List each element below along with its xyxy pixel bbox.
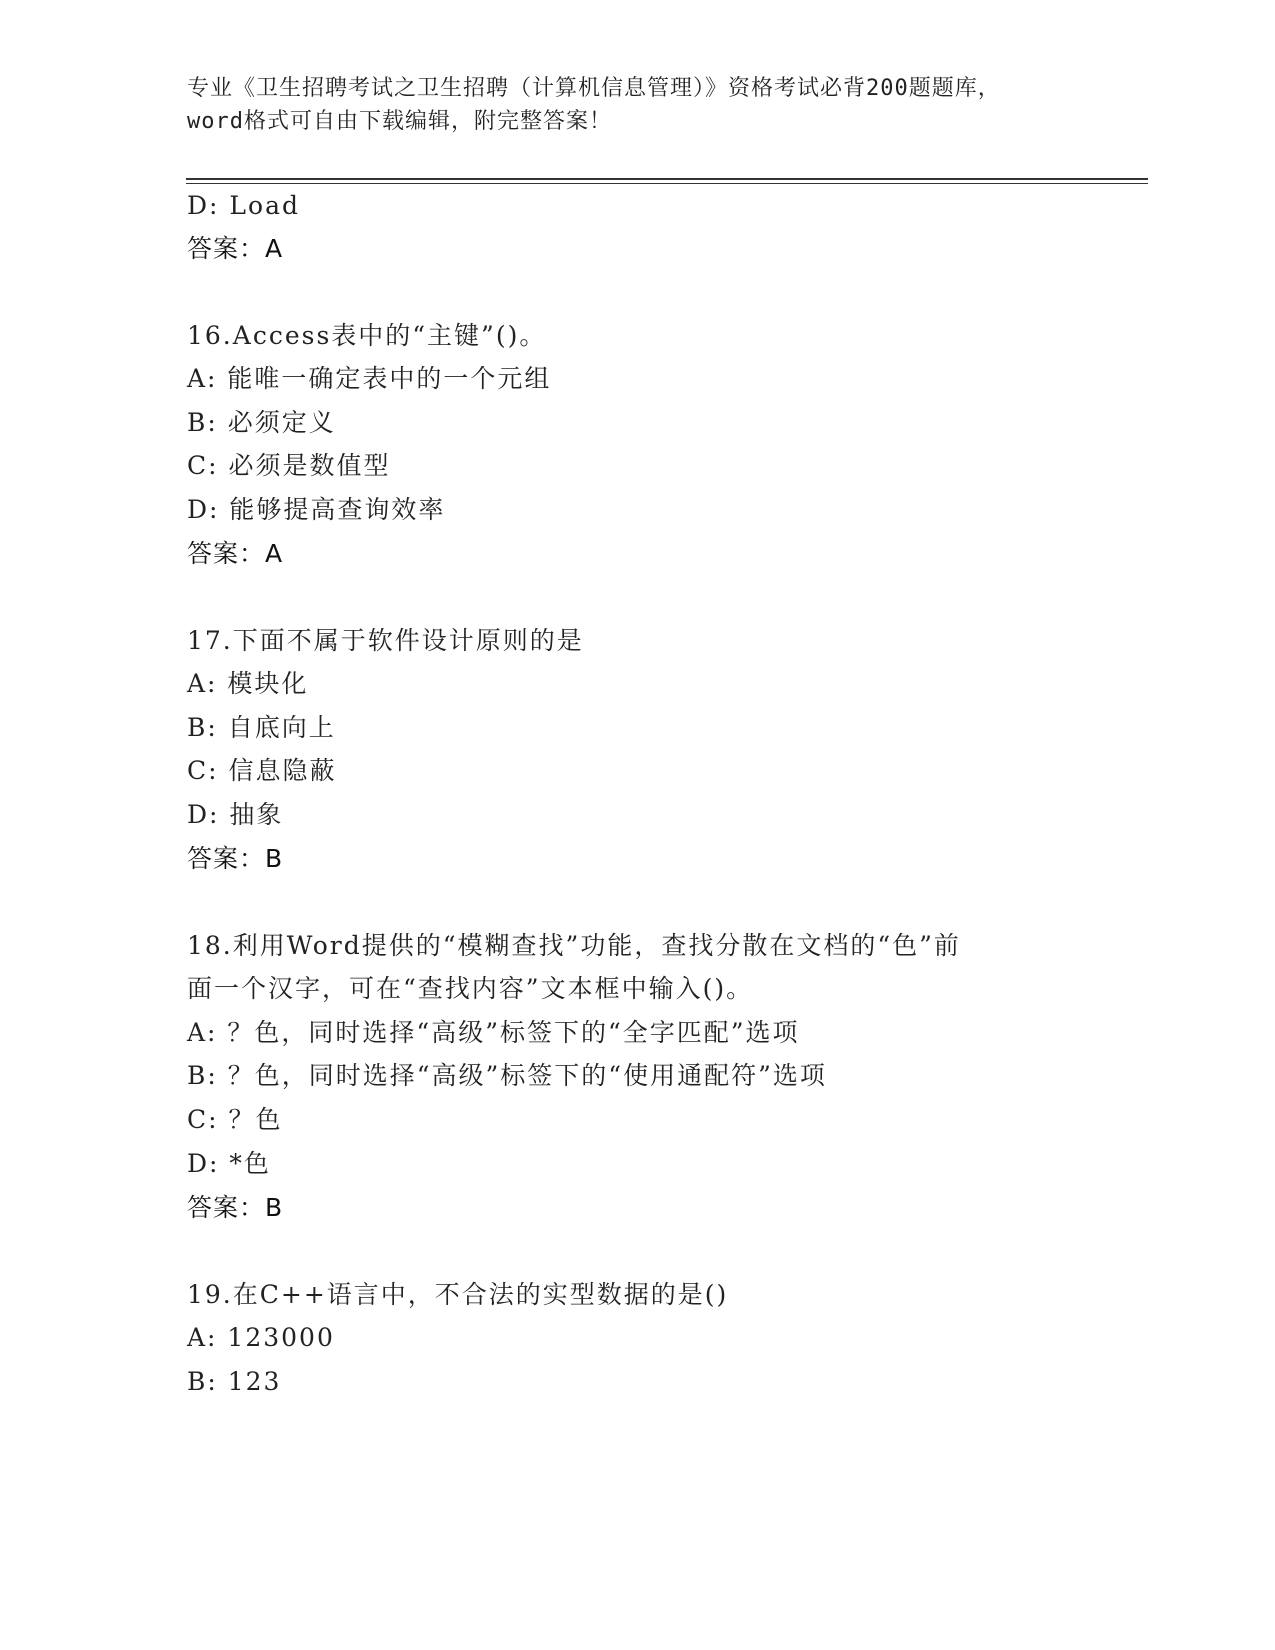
q16-option-a: A: 能唯一确定表中的一个元组 <box>187 364 552 393</box>
q16-option-d: D: 能够提高查询效率 <box>187 495 446 524</box>
q16-option-c: C: 必须是数值型 <box>187 451 391 480</box>
q16-question: 16.Access表中的“主键”()。 <box>187 321 547 350</box>
prev-option-d: D: Load <box>187 191 300 220</box>
header-title-line-2: word格式可自由下载编辑，附完整答案！ <box>187 109 612 134</box>
document-header <box>187 72 1087 138</box>
q18-option-a: A: ？色，同时选择“高级”标签下的“全字匹配”选项 <box>187 1018 800 1047</box>
header-divider-thin <box>186 183 1148 184</box>
q17-option-c: C: 信息隐蔽 <box>187 756 337 785</box>
q18-option-b: B: ？色，同时选择“高级”标签下的“使用通配符”选项 <box>187 1061 827 1090</box>
q17-question: 17.下面不属于软件设计原则的是 <box>187 626 584 655</box>
q16-option-b: B: 必须定义 <box>187 408 336 437</box>
q17-answer: 答案：B <box>187 844 284 873</box>
q17-option-d: D: 抽象 <box>187 800 284 829</box>
q18-option-d: D: *色 <box>187 1149 271 1178</box>
q18-question-line-2: 面一个汉字，可在“查找内容”文本框中输入()。 <box>187 974 754 1003</box>
q18-question-line-1: 18.利用Word提供的“模糊查找”功能，查找分散在文档的“色”前 <box>187 931 961 960</box>
q17-option-a: A: 模块化 <box>187 669 309 698</box>
header-divider-thick <box>186 178 1148 180</box>
q16-answer: 答案：A <box>187 539 284 568</box>
header-title-line-1: 专业《卫生招聘考试之卫生招聘（计算机信息管理）》资格考试必背200题题库， <box>187 76 1001 101</box>
q18-option-c: C: ？色 <box>187 1105 283 1134</box>
q17-option-b: B: 自底向上 <box>187 713 336 742</box>
q19-question: 19.在C++语言中，不合法的实型数据的是() <box>187 1280 729 1309</box>
q19-option-a: A: 123000 <box>187 1323 335 1352</box>
q18-answer: 答案：B <box>187 1193 284 1222</box>
q19-option-b: B: 123 <box>187 1367 282 1396</box>
prev-answer: 答案：A <box>187 234 284 263</box>
